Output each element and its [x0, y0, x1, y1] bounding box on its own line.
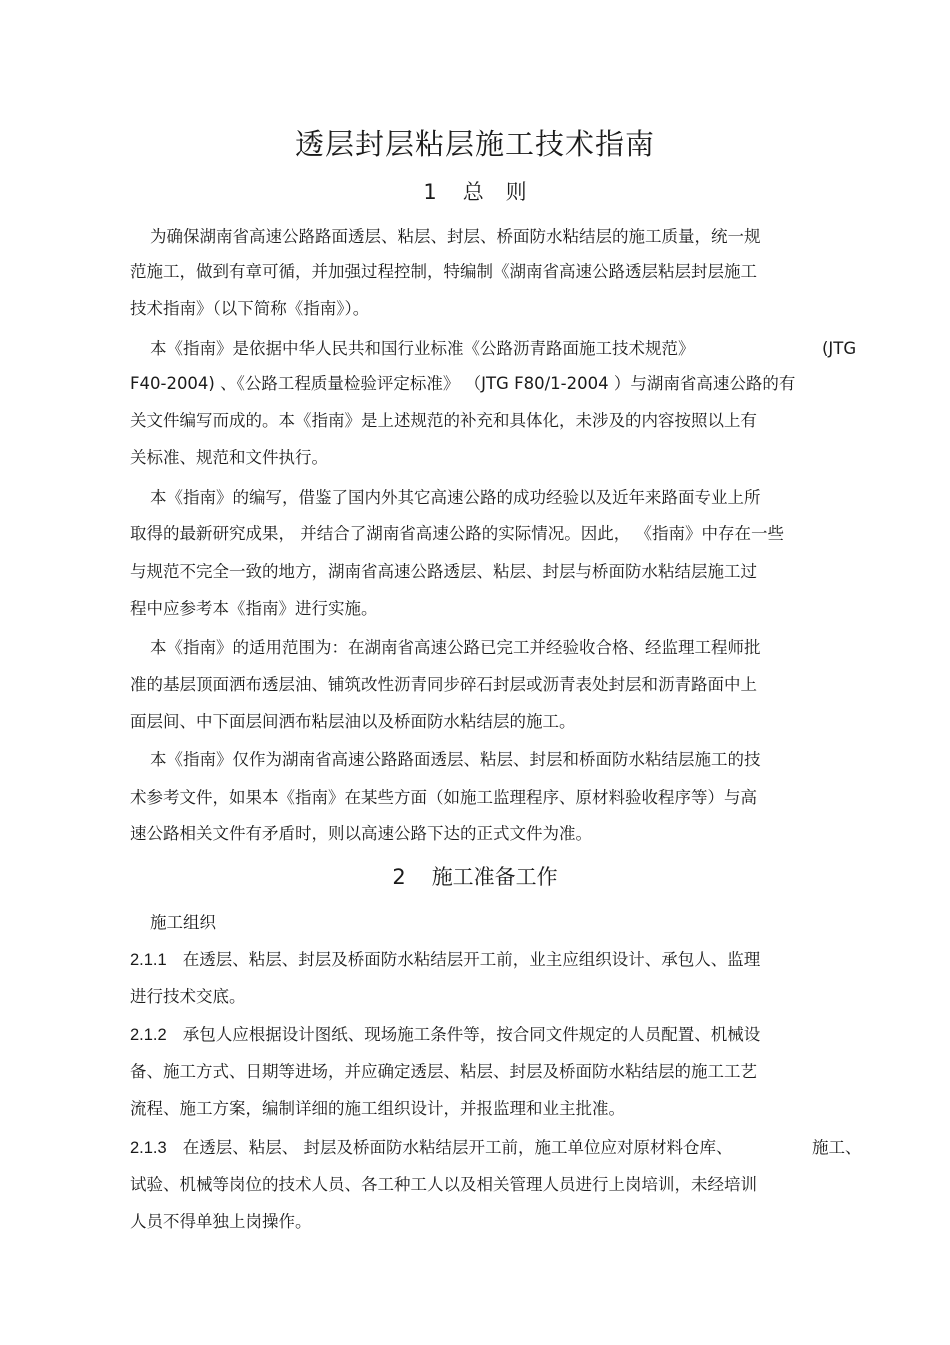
- p3-line-3: 与规范不完全一致的地方，湖南省高速公路透层、粘层、封层与桥面防水粘结层施工过: [130, 562, 757, 581]
- section-1-number: 1: [423, 180, 437, 204]
- p1-line-3: 技术指南》（以下简称《指南》）。: [130, 299, 370, 318]
- clause-2-1-2-text: 承包人应根据设计图纸、现场施工条件等，按合同文件规定的人员配置、机械设: [182, 1025, 761, 1044]
- subsection-title: 施工组织: [150, 913, 216, 932]
- clause-2-1-2-number: 2.1.2: [130, 1026, 167, 1044]
- clause-2-1-1-line-2: 进行技术交底。: [130, 987, 246, 1006]
- section-2-title: 施工准备工作: [431, 865, 558, 889]
- p2-line-1: [150, 337, 870, 361]
- p4-line-2: 准的基层顶面洒布透层油、铺筑改性沥青同步碎石封层或沥青表处封层和沥青路面中上: [130, 675, 757, 694]
- p5-line-2: 术参考文件，如果本《指南》在某些方面（如施工监理程序、原材料验收程序等）与高: [130, 788, 757, 807]
- p1-line-1: 为确保湖南省高速公路路面透层、粘层、封层、桥面防水粘结层的施工质量，统一规: [150, 227, 761, 246]
- p1-line-2: 范施工，做到有章可循，并加强过程控制，特编制《湖南省高速公路透层粘层封层施工: [130, 262, 757, 281]
- clause-2-1-3-line-3: 人员不得单独上岗操作。: [130, 1212, 312, 1231]
- p4-line-1: 本《指南》的适用范围为：在湖南省高速公路已完工并经验收合格、经监理工程师批: [150, 638, 761, 657]
- p5-line-1: 本《指南》仅作为湖南省高速公路路面透层、粘层、封层和桥面防水粘结层施工的技: [150, 750, 761, 769]
- clause-2-1-3-number: 2.1.3: [130, 1139, 167, 1157]
- clause-2-1-1-number: 2.1.1: [130, 951, 167, 969]
- clause-2-1-1-text: 在透层、粘层、封层及桥面防水粘结层开工前，业主应组织设计、承包人、监理: [182, 950, 761, 969]
- p4-line-3: 面层间、中下面层间洒布粘层油以及桥面防水粘结层的施工。: [130, 712, 576, 731]
- clause-2-1-2-line-3: 流程、施工方案，编制详细的施工组织设计，并报监理和业主批准。: [130, 1099, 625, 1118]
- p2-line-3: 关文件编写而成的。本《指南》是上述规范的补充和具体化，未涉及的内容按照以上有: [130, 411, 757, 430]
- p3-line-4: 程中应参考本《指南》进行实施。: [130, 599, 378, 618]
- p2-line-1-tail: (JTG: [822, 339, 857, 358]
- document-title: 透层封层粘层施工技术指南: [294, 127, 655, 161]
- clause-2-1-2-line-1: [130, 1023, 760, 1047]
- clause-2-1-1-line-1: [130, 948, 760, 972]
- clause-2-1-3-text: 在透层、粘层、 封层及桥面防水粘结层开工前，施工单位应对原材料仓库、: [182, 1138, 733, 1157]
- section-1-title: 总则: [462, 180, 549, 204]
- p2-line-1-main: 本《指南》是依据中华人民共和国行业标准《公路沥青路面施工技术规范》: [150, 339, 695, 358]
- section-2-number: 2: [392, 865, 406, 889]
- p5-line-3: 速公路相关文件有矛盾时，则以高速公路下达的正式文件为准。: [130, 824, 592, 843]
- clause-2-1-3-line-1: [130, 1136, 865, 1160]
- section-2-heading: [0, 862, 950, 892]
- p3-line-2: 取得的最新研究成果， 并结合了湖南省高速公路的实际情况。因此， 《指南》中存在一些: [130, 524, 784, 543]
- clause-2-1-3-line-2: 试验、机械等岗位的技术人员、各工种工人以及相关管理人员进行上岗培训，未经培训: [130, 1175, 757, 1194]
- p3-line-1: 本《指南》的编写，借鉴了国内外其它高速公路的成功经验以及近年来路面专业上所: [150, 488, 761, 507]
- p2-line-4: 关标准、规范和文件执行。: [130, 448, 328, 467]
- section-1-heading: [0, 177, 950, 207]
- clause-2-1-3-tail: 施工、: [812, 1138, 862, 1157]
- p2-line-2: F40-2004) 、《公路工程质量检验评定标准》 （JTG F80/1-2004 ）与湖南省高速公路的有: [130, 374, 796, 393]
- clause-2-1-2-line-2: 备、施工方式、日期等进场，并应确定透层、粘层、封层及桥面防水粘结层的施工工艺: [130, 1062, 757, 1081]
